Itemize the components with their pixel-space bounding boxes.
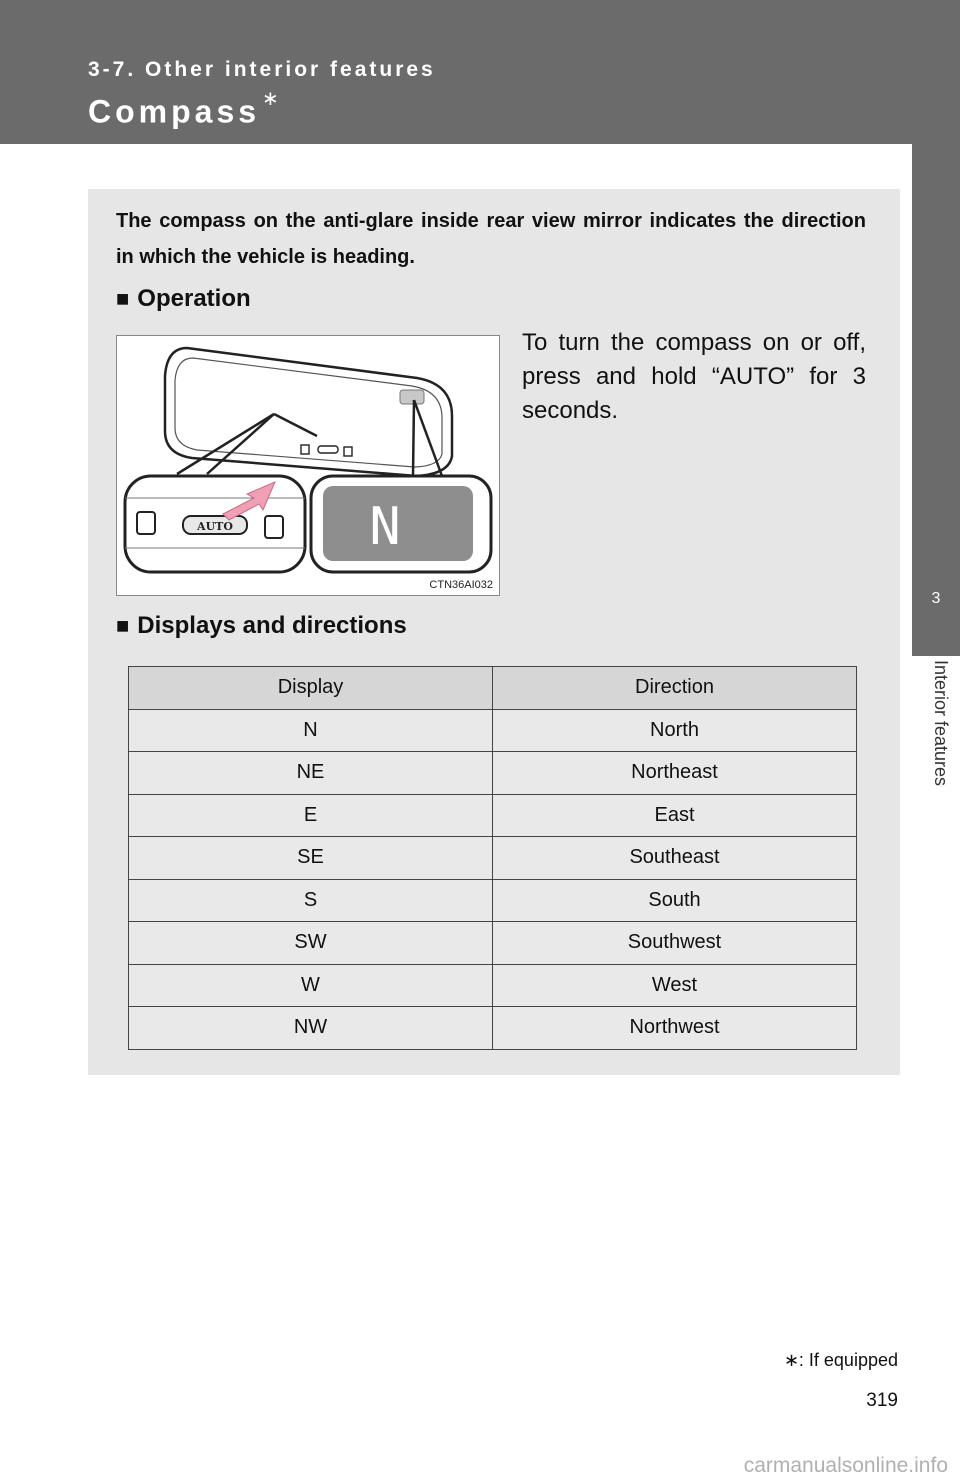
display-cell: E [129,794,493,837]
operation-heading-text: Operation [137,285,251,312]
table-header-row [129,667,857,710]
auto-button-label: AUTO [197,520,233,533]
direction-cell: South [493,879,857,922]
page-number: 319 [866,1390,898,1411]
operation-instructions: To turn the compass on or off, press and hold “AUTO” for 3 seconds. [522,329,866,424]
direction-cell: North [493,709,857,752]
direction-cell: Northwest [493,1007,857,1050]
displays-directions-table [128,666,857,1050]
table-row [129,1007,857,1050]
footnote: ∗: If equipped [783,1350,898,1370]
square-bullet-icon: ■ [116,286,130,311]
if-equipped-mark: ∗ [262,88,279,110]
table-row [129,879,857,922]
side-tab-chapter-number: 3 [931,590,941,607]
compass-display-char: N [369,497,401,557]
page-title-text: Compass [88,93,261,130]
display-cell: W [129,964,493,1007]
side-tab-chapter-label: Interior features [931,660,951,787]
side-tab-top [912,144,960,554]
display-cell: S [129,879,493,922]
table-row [129,922,857,965]
section-label: 3-7. Other interior features [88,58,436,81]
displays-heading [116,612,407,640]
table-row [129,837,857,880]
operation-heading [116,285,251,313]
display-cell: NW [129,1007,493,1050]
table-row [129,709,857,752]
table-row [129,752,857,795]
direction-cell: Northeast [493,752,857,795]
display-cell: SE [129,837,493,880]
square-bullet-icon: ■ [116,613,130,638]
rear-view-mirror-icon [117,336,499,595]
display-cell: NE [129,752,493,795]
table-row [129,964,857,1007]
display-cell: N [129,709,493,752]
page-title [88,88,279,131]
figure-code: CTN36AI032 [429,579,493,591]
column-header-direction: Direction [493,667,857,710]
mirror-illustration [116,335,500,596]
direction-cell: West [493,964,857,1007]
intro-text: The compass on the anti-glare inside rear view mirror indicates the direction in which the vehicle is heading. [116,210,866,268]
direction-cell: Southwest [493,922,857,965]
display-cell: SW [129,922,493,965]
table-row [129,794,857,837]
direction-cell: East [493,794,857,837]
watermark: carmanualsonline.info [743,1454,948,1477]
displays-heading-text: Displays and directions [137,612,407,639]
direction-cell: Southeast [493,837,857,880]
column-header-display: Display [129,667,493,710]
